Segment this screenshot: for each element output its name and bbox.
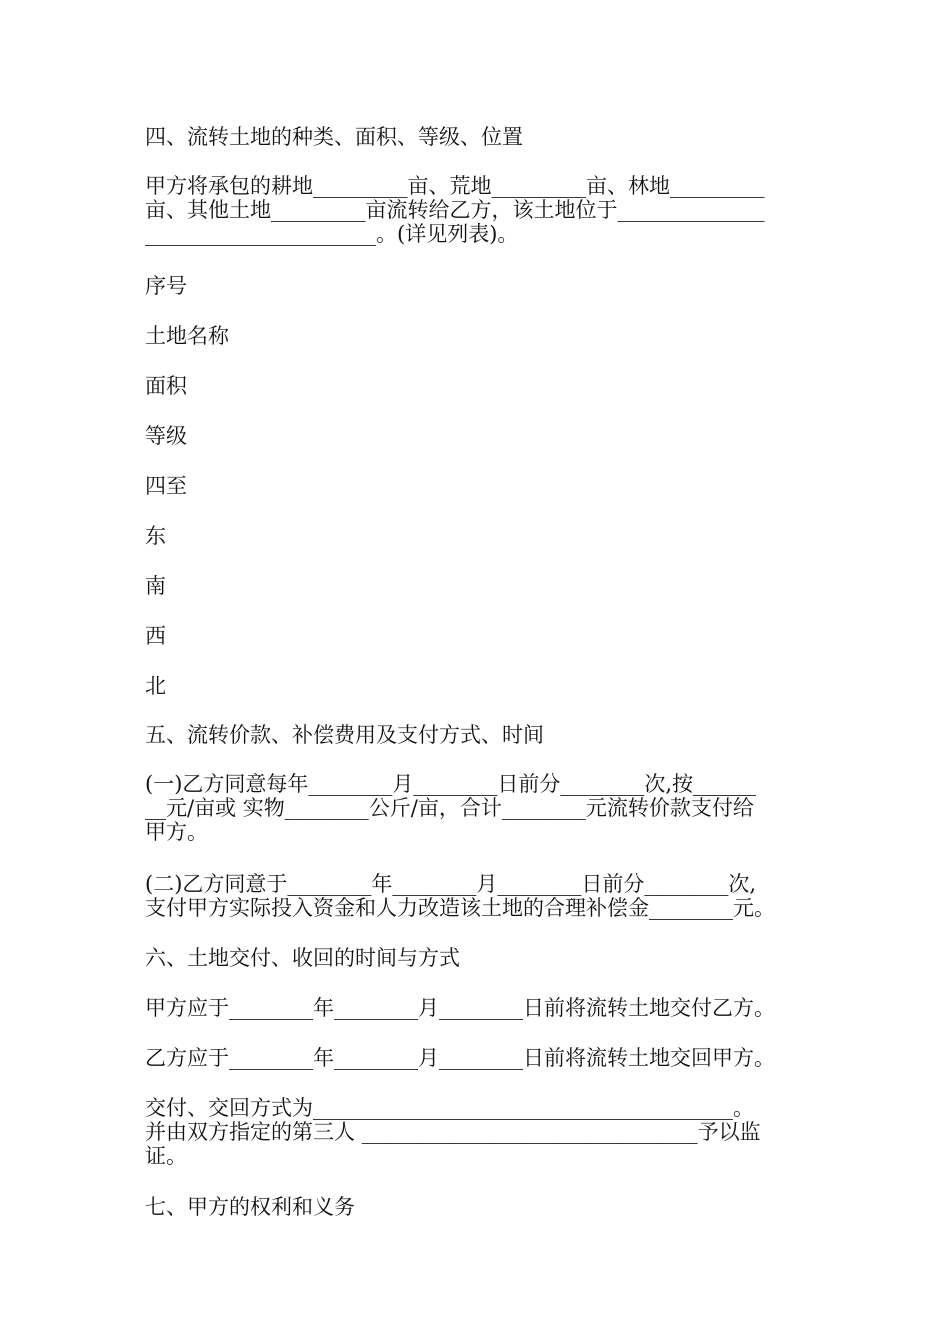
table-label-west: 西 — [145, 624, 166, 648]
table-label-index: 序号 — [145, 274, 187, 298]
table-label-area: 面积 — [145, 374, 187, 398]
text-line: __元/亩或 实物________公斤/亩，合计________元流转价款支付给 — [145, 796, 754, 820]
table-label-north: 北 — [145, 674, 166, 698]
text-line: 交付、交回方式为________________________________________。 — [145, 1096, 754, 1120]
text-line: 并由双方指定的第三人 ________________________________予以监 — [145, 1120, 761, 1144]
section-5-item-2 — [145, 872, 807, 920]
section-7-heading: 七、甲方的权利和义务 — [145, 1195, 355, 1219]
text-line: 亩、其他土地_________亩流转给乙方，该土地位于______________ — [145, 198, 765, 222]
table-label-grade: 等级 — [145, 424, 187, 448]
text-line: 支付甲方实际投入资金和人力改造该土地的合理补偿金________元。 — [145, 896, 775, 920]
section-5-heading: 五、流转价款、补偿费用及支付方式、时间 — [145, 723, 544, 747]
table-label-land-name: 土地名称 — [145, 324, 229, 348]
section-4-paragraph — [145, 174, 807, 246]
section-6-method-paragraph — [145, 1096, 807, 1168]
table-label-east: 东 — [145, 524, 166, 548]
section-5-item-1 — [145, 772, 807, 844]
table-label-boundaries: 四至 — [145, 474, 187, 498]
section-6-return-line: 乙方应于________年________月________日前将流转土地交回甲方。 — [145, 1046, 775, 1070]
text-line: (二)乙方同意于________年________月________日前分________次, — [145, 872, 757, 896]
text-line: 证。 — [145, 1144, 187, 1168]
text-line: ______________________。(详见列表)。 — [145, 222, 519, 246]
section-4-heading: 四、流转土地的种类、面积、等级、位置 — [145, 125, 523, 149]
text-line: 甲方。 — [145, 820, 208, 844]
table-label-south: 南 — [145, 574, 166, 598]
text-line: 甲方将承包的耕地_________亩、荒地_________亩、林地_________ — [145, 174, 765, 198]
section-6-heading: 六、土地交付、收回的时间与方式 — [145, 946, 460, 970]
section-6-delivery-line: 甲方应于________年________月________日前将流转土地交付乙方。 — [145, 996, 775, 1020]
text-line: (一)乙方同意每年________月________日前分________次,按______ — [145, 772, 757, 796]
